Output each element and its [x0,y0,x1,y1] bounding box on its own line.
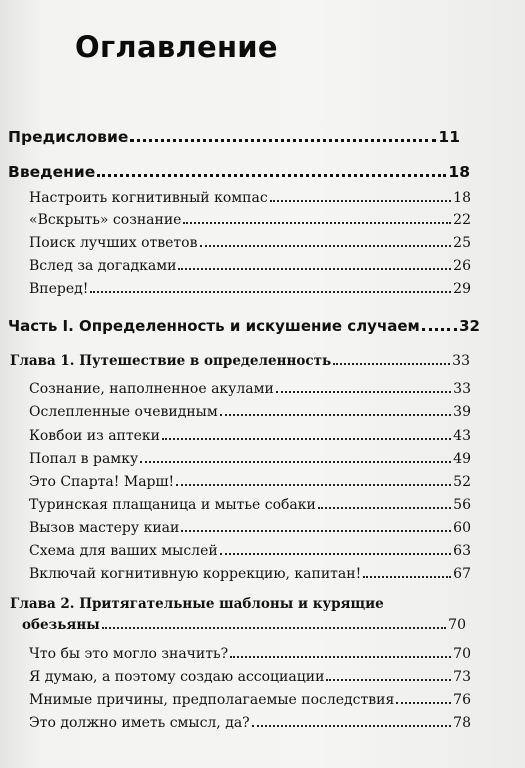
toc-entry-label: Включай когнитивную коррекцию, капитан! [29,566,362,582]
toc-entry-label: «Вскрыть» сознание [29,212,182,228]
toc-leader-dots [230,656,451,658]
toc-leader-dots [363,576,451,578]
toc-leader-dots [178,268,451,270]
toc-entry-label: Это Спарта! Марш! [29,474,175,490]
toc-subentry[interactable] [29,543,471,559]
toc-entry-page: 43 [453,428,471,444]
toc-entry-page: 33 [452,353,470,369]
page-title: Оглавление [75,30,278,64]
toc-leader-dots [102,627,446,629]
toc-leader-dots [396,702,451,704]
toc-entry-label: Мнимые причины, предполагаемые последствия [29,692,395,708]
toc-entry-label: Вызов мастеру киаи [29,520,180,536]
toc-subentry[interactable] [29,281,471,297]
toc-entry-page: 39 [453,404,471,420]
toc-entry-page: 63 [453,543,471,559]
toc-entry-label: Вслед за догадками [29,258,177,274]
toc-entry-page: 70 [448,617,466,633]
toc-entry-part-1[interactable] [8,317,480,335]
toc-subentry[interactable] [29,451,471,467]
toc-entry-page: 33 [453,381,471,397]
toc-leader-dots [333,363,450,365]
toc-subentry[interactable] [29,428,471,444]
toc-entry-page: 26 [453,258,471,274]
toc-entry-page: 49 [453,451,471,467]
toc-subentry[interactable] [29,235,471,251]
toc-leader-dots [181,530,451,532]
toc-entry-label-line1: Глава 2. Притягательные шаблоны и курящие [10,596,384,612]
toc-leader-dots [176,484,451,486]
toc-leader-dots [422,328,457,331]
toc-entry-page: 18 [453,190,471,206]
toc-subentry[interactable] [29,258,471,274]
toc-entry-page: 60 [453,520,471,536]
toc-leader-dots [270,200,452,202]
toc-entry-introduction[interactable] [8,163,470,181]
toc-subentry[interactable] [29,646,471,662]
toc-leader-dots [140,461,451,463]
toc-entry-page: 73 [453,669,471,685]
toc-entry-label: Введение [8,163,96,181]
toc-subentry[interactable] [29,497,471,513]
toc-subentry[interactable] [29,566,471,582]
toc-entry-page: 32 [459,317,480,335]
toc-entry-page: 52 [453,474,471,490]
toc-subentry[interactable] [29,212,471,228]
toc-entry-page: 11 [438,128,460,146]
toc-leader-dots [220,553,451,555]
toc-entry-page: 22 [453,212,471,228]
toc-entry-chapter-1[interactable] [10,353,470,369]
toc-entry-label: Это должно иметь смысл, да? [29,715,250,731]
toc-leader-dots [183,222,451,224]
toc-entry-label: Глава 1. Путешествие в определенность [10,353,332,369]
toc-entry-page: 25 [453,235,471,251]
toc-entry-label: Что бы это могло значить? [29,646,229,662]
toc-subentry[interactable] [29,404,471,420]
toc-entry-label: Настроить когнитивный компас [29,190,268,206]
toc-leader-dots [97,174,446,177]
toc-entry-label: Попал в рамку [29,451,139,467]
toc-entry-label: Вперед! [29,281,89,297]
toc-subentry[interactable] [29,474,471,490]
toc-leader-dots [220,414,451,416]
toc-leader-dots [200,245,452,247]
toc-entry-label: Предисловие [8,128,129,146]
toc-entry-label: Сознание, наполненное акулами [29,381,274,397]
toc-subentry[interactable] [29,715,471,731]
toc-entry-page: 78 [453,715,471,731]
toc-entry-label: Туринская плащаница и мытье собаки [29,497,316,513]
toc-entry-line2 [22,617,466,633]
toc-entry-page: 29 [453,281,471,297]
toc-entry-label: Я думаю, а поэтому создаю ассоциации [29,669,325,685]
toc-entry-preface[interactable] [8,128,460,146]
toc-entry-page: 67 [453,566,471,582]
toc-entry-label: Ковбои из аптеки [29,428,160,444]
toc-leader-dots [252,725,452,727]
toc-entry-label: Схема для ваших мыслей [29,543,218,559]
toc-leader-dots [90,291,451,293]
toc-entry-page: 70 [453,646,471,662]
toc-entry-label: Часть I. Определенность и искушение случаем [8,317,420,335]
toc-leader-dots [326,679,451,681]
toc-entry-page: 76 [453,692,471,708]
toc-leader-dots [318,507,451,509]
toc-subentry[interactable] [29,190,471,206]
toc-entry-label: обезьяны [22,617,100,633]
toc-leader-dots [276,391,451,393]
toc-subentry[interactable] [29,669,471,685]
toc-leader-dots [162,438,451,440]
toc-entry-page: 18 [448,163,470,181]
toc-leader-dots [130,139,436,142]
toc-entry-label: Поиск лучших ответов [29,235,198,251]
toc-subentry[interactable] [29,381,471,397]
toc-entry-page: 56 [453,497,471,513]
toc-subentry[interactable] [29,520,471,536]
toc-entry-label: Ослепленные очевидным [29,404,218,420]
toc-subentry[interactable] [29,692,471,708]
